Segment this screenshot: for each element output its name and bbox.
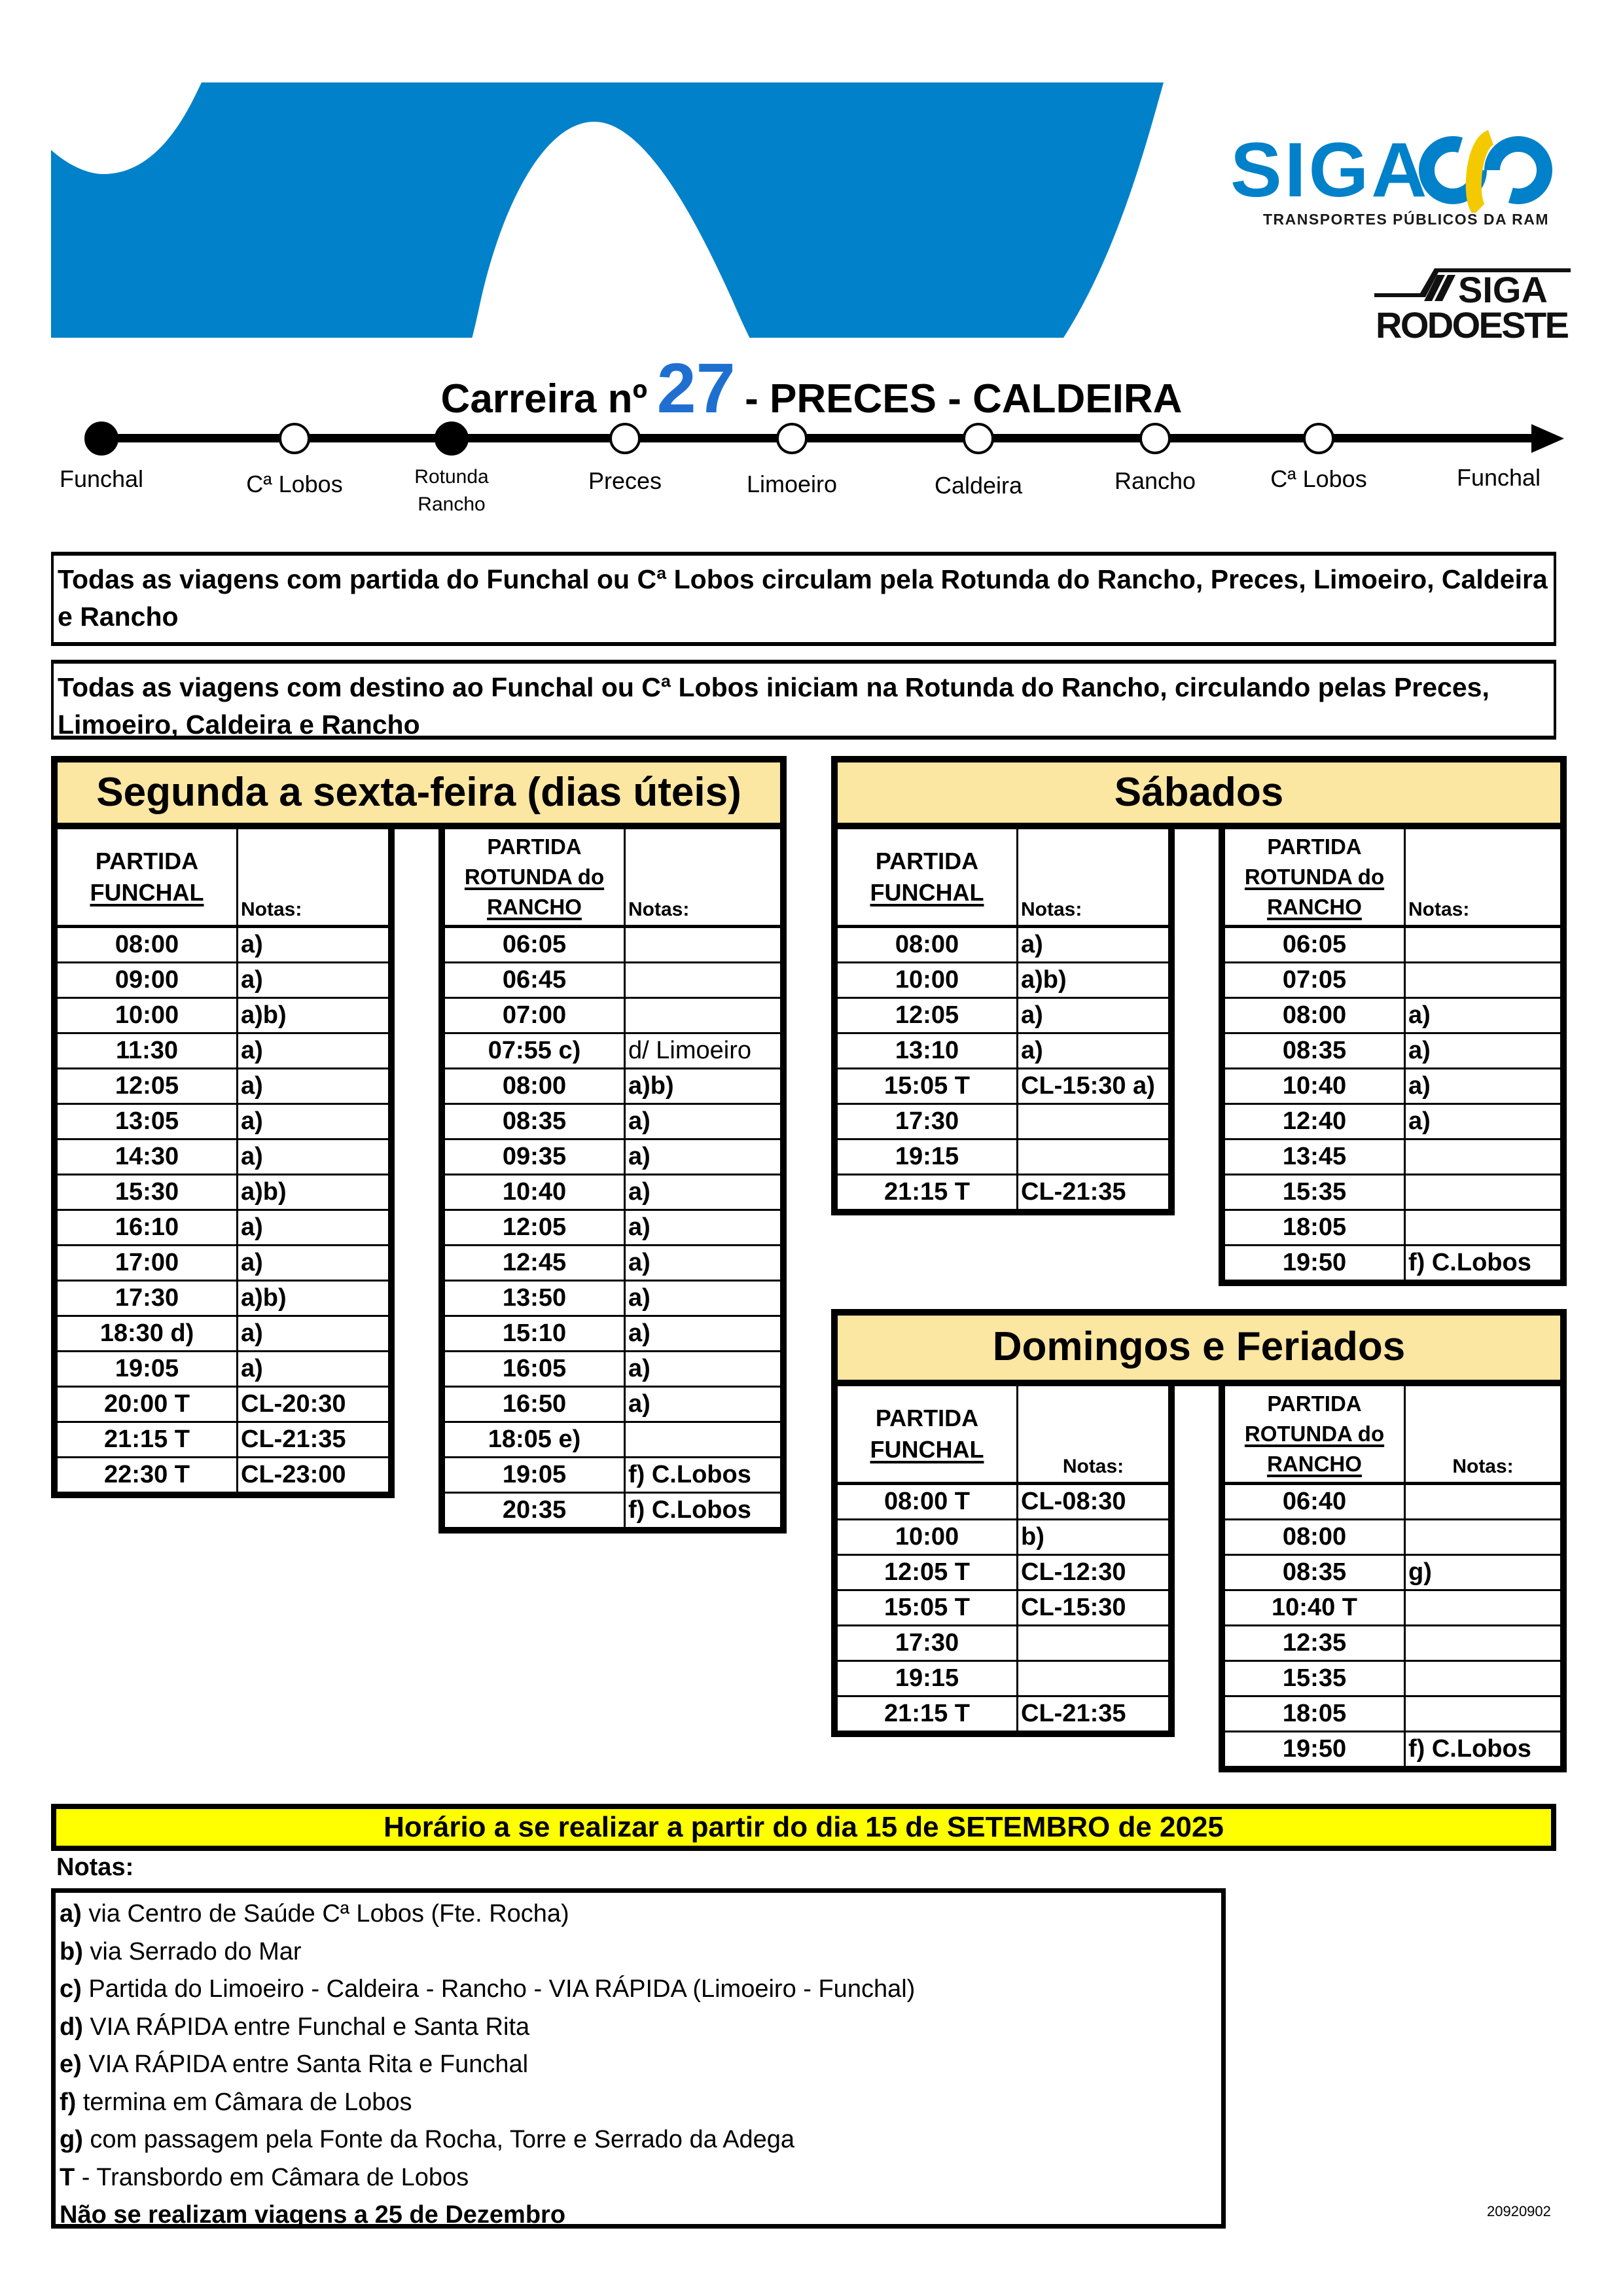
departure-note: a) [625, 1175, 781, 1210]
table-row [445, 1316, 780, 1352]
departure-note [1405, 963, 1561, 998]
departure-note [1018, 1104, 1169, 1139]
note-item [60, 1895, 1217, 1933]
departure-time: 09:35 [445, 1139, 625, 1175]
departure-time: 10:00 [838, 1520, 1018, 1555]
table-row [838, 1175, 1168, 1210]
table-row [838, 1069, 1168, 1104]
route-diagram [59, 412, 1571, 524]
departure-time: 12:05 [445, 1210, 625, 1246]
notes-box [51, 1888, 1226, 2229]
departure-note: a) [238, 1139, 389, 1175]
departure-time: 21:15 T [838, 1696, 1018, 1731]
document-code: 20920902 [1487, 2203, 1551, 2219]
departure-note: a) [1018, 998, 1169, 1033]
departure-time: 20:00 T [58, 1387, 238, 1422]
departure-note: f) C.Lobos [625, 1493, 781, 1528]
departure-time: 19:05 [58, 1352, 238, 1387]
departure-time: 08:00 T [838, 1484, 1018, 1520]
stop-marker-major [436, 423, 467, 454]
table-row [58, 963, 388, 998]
departure-note: CL-15:30 a) [1018, 1069, 1169, 1104]
departure-note: CL-08:30 [1018, 1484, 1169, 1520]
departure-time: 09:00 [58, 963, 238, 998]
table-row [445, 1175, 780, 1210]
table-row [58, 1175, 388, 1210]
table-row [1225, 963, 1560, 998]
departure-time: 13:10 [838, 1033, 1018, 1069]
departure-time: 22:30 T [58, 1458, 238, 1492]
departure-time: 10:40 [1225, 1069, 1405, 1104]
stop-marker-major [86, 423, 117, 454]
departure-note [1405, 1139, 1561, 1175]
departure-note: a) [1405, 998, 1561, 1033]
departure-note [625, 998, 781, 1033]
departure-note [1405, 927, 1561, 963]
table-row [445, 1281, 780, 1316]
table-row [445, 1387, 780, 1422]
departure-time: 15:35 [1225, 1175, 1405, 1210]
departure-note [1018, 1626, 1169, 1661]
departure-time: 12:40 [1225, 1104, 1405, 1139]
siga-logo [1230, 128, 1571, 213]
table-row [838, 998, 1168, 1033]
stop-label: Funchal [59, 465, 144, 492]
sundays-header: Domingos e Feriados [831, 1309, 1567, 1386]
departure-time: 16:10 [58, 1210, 238, 1246]
departure-time: 14:30 [58, 1139, 238, 1175]
departure-note: f) C.Lobos [625, 1458, 781, 1493]
departure-note: a) [1405, 1069, 1561, 1104]
info-inbound: Todas as viagens com destino ao Funchal ou Cª Lobos iniciam na Rotunda do Rancho, circulando pelas Preces, Limoeiro, Caldeira e Rancho [51, 660, 1556, 740]
departure-note [1405, 1626, 1561, 1661]
note-item [60, 2084, 1217, 2122]
note-key: a) [60, 1900, 82, 1928]
departure-time: 16:05 [445, 1352, 625, 1387]
table-row [445, 1210, 780, 1246]
stop-label: Caldeira [934, 472, 1023, 499]
departure-time: 18:05 e) [445, 1422, 625, 1458]
table-row [838, 1696, 1168, 1731]
table-row [445, 1069, 780, 1104]
departure-time: 15:05 T [838, 1069, 1018, 1104]
route-arrow-icon [1531, 424, 1564, 453]
departure-time: 08:00 [1225, 998, 1405, 1033]
route-title-prefix: Carreira nº [440, 376, 648, 422]
departure-note: a) [238, 1352, 389, 1387]
departure-time: 20:35 [445, 1493, 625, 1528]
departure-note: a)b) [1018, 963, 1169, 998]
departure-time: 19:15 [838, 1139, 1018, 1175]
departure-note [1405, 1661, 1561, 1696]
departure-note: a)b) [625, 1069, 781, 1104]
departure-note [1405, 1590, 1561, 1626]
departure-note: g) [1405, 1555, 1561, 1590]
column-header-from-funchal: PARTIDA FUNCHAL [838, 1386, 1018, 1484]
note-key: b) [60, 1937, 83, 1965]
weekdays-from-rancho-table [438, 823, 787, 1534]
stop-marker [964, 424, 993, 453]
departure-note: CL-21:35 [1018, 1696, 1169, 1731]
departure-note: a) [1018, 927, 1169, 963]
departure-note: a) [1018, 1033, 1169, 1069]
table-row [1225, 1520, 1560, 1555]
departure-note: a) [625, 1281, 781, 1316]
table-row [1225, 1104, 1560, 1139]
table-row [1225, 998, 1560, 1033]
table-row [58, 1387, 388, 1422]
table-row [1225, 1732, 1560, 1767]
departure-note: CL-21:35 [1018, 1175, 1169, 1210]
svg-text:RODOESTE: RODOESTE [1376, 304, 1569, 340]
departure-note: CL-20:30 [238, 1387, 389, 1422]
departure-note: a) [238, 1246, 389, 1281]
table-row [445, 1422, 780, 1458]
departure-time: 18:05 [1225, 1696, 1405, 1732]
departure-time: 18:05 [1225, 1210, 1405, 1246]
departure-note: a) [625, 1387, 781, 1422]
note-key: g) [60, 2126, 83, 2153]
departure-time: 17:00 [58, 1246, 238, 1281]
departure-note: a) [238, 963, 389, 998]
departure-time: 08:00 [838, 927, 1018, 963]
departure-note: CL-23:00 [238, 1458, 389, 1492]
departure-note: a)b) [238, 1175, 389, 1210]
departure-note: b) [1018, 1520, 1169, 1555]
header-wave-graphic [51, 82, 1164, 338]
departure-time: 16:50 [445, 1387, 625, 1422]
siga-ring-right [1492, 144, 1544, 196]
departure-note [1405, 1696, 1561, 1732]
departure-note [1405, 1484, 1561, 1520]
departure-time: 07:05 [1225, 963, 1405, 998]
note-text: termina em Câmara de Lobos [76, 2088, 412, 2116]
note-text: - Transbordo em Câmara de Lobos [75, 2163, 469, 2191]
departure-note: f) C.Lobos [1405, 1732, 1561, 1767]
table-row [445, 1139, 780, 1175]
siga-rodoeste-logo [1374, 268, 1571, 340]
table-row [838, 1033, 1168, 1069]
column-header-from-funchal: PARTIDA FUNCHAL [838, 829, 1018, 927]
departure-time: 06:40 [1225, 1484, 1405, 1520]
departure-time: 17:30 [838, 1104, 1018, 1139]
stop-label: Cª Lobos [1270, 465, 1367, 492]
stop-label: Funchal [1456, 464, 1541, 491]
table-row [445, 963, 780, 998]
departure-time: 08:00 [58, 927, 238, 963]
table-row [1225, 1033, 1560, 1069]
departure-note [625, 963, 781, 998]
departure-time: 12:05 [838, 998, 1018, 1033]
departure-note: CL-12:30 [1018, 1555, 1169, 1590]
departure-time: 08:00 [1225, 1520, 1405, 1555]
sundays-from-funchal-table [831, 1380, 1175, 1737]
effective-date-banner: Horário a se realizar a partir do dia 15 de SETEMBRO de 2025 [51, 1804, 1556, 1851]
departure-note: a) [238, 1069, 389, 1104]
table-row [1225, 1590, 1560, 1626]
note-key: Não se realizam viagens a 25 de Dezembro [60, 2201, 566, 2229]
departure-time: 15:30 [58, 1175, 238, 1210]
note-text: via Centro de Saúde Cª Lobos (Fte. Rocha) [81, 1900, 569, 1928]
departure-note: a)b) [238, 998, 389, 1033]
table-row [1225, 1661, 1560, 1696]
departure-time: 15:05 T [838, 1590, 1018, 1626]
table-row [838, 963, 1168, 998]
note-item [60, 2197, 1217, 2234]
departure-note: a) [238, 1104, 389, 1139]
note-text: VIA RÁPIDA entre Santa Rita e Funchal [81, 2051, 529, 2078]
stop-marker [1141, 424, 1169, 453]
table-row [1225, 1484, 1560, 1520]
table-row [58, 1104, 388, 1139]
departure-time: 19:05 [445, 1458, 625, 1493]
departure-time: 08:35 [1225, 1555, 1405, 1590]
table-row [1225, 1696, 1560, 1732]
departure-time: 07:55 c) [445, 1033, 625, 1069]
table-row [838, 1661, 1168, 1696]
stop-label: Cª Lobos [246, 471, 343, 497]
departure-time: 19:50 [1225, 1246, 1405, 1280]
table-row [1225, 1626, 1560, 1661]
table-row [838, 1626, 1168, 1661]
table-row [58, 1246, 388, 1281]
column-header-notes: Notas: [1018, 1386, 1169, 1484]
table-row [445, 1493, 780, 1528]
departure-time: 13:45 [1225, 1139, 1405, 1175]
table-row [445, 927, 780, 963]
column-header-from-rancho: PARTIDA ROTUNDA do RANCHO [1225, 1386, 1405, 1484]
table-row [838, 1590, 1168, 1626]
table-row [838, 1104, 1168, 1139]
departure-time: 19:50 [1225, 1732, 1405, 1767]
stop-marker [611, 424, 639, 453]
departure-time: 06:05 [445, 927, 625, 963]
departure-note: a) [1405, 1033, 1561, 1069]
table-row [1225, 1555, 1560, 1590]
note-key: c) [60, 1975, 82, 2003]
route-title-suffix: - PRECES - CALDEIRA [745, 376, 1183, 422]
table-row [445, 1352, 780, 1387]
departure-time: 13:05 [58, 1104, 238, 1139]
departure-time: 12:05 [58, 1069, 238, 1104]
stop-marker [280, 424, 309, 453]
siga-tagline: TRANSPORTES PÚBLICOS DA RAM [1263, 211, 1550, 228]
note-item [60, 1933, 1217, 1971]
note-item [60, 1971, 1217, 2009]
stop-marker [1304, 424, 1333, 453]
departure-time: 08:35 [1225, 1033, 1405, 1069]
table-row [445, 998, 780, 1033]
departure-time: 13:50 [445, 1281, 625, 1316]
departure-time: 07:00 [445, 998, 625, 1033]
departure-note: a) [625, 1104, 781, 1139]
table-row [58, 927, 388, 963]
departure-time: 18:30 d) [58, 1316, 238, 1352]
departure-note [1405, 1175, 1561, 1210]
table-row [838, 927, 1168, 963]
table-row [1225, 927, 1560, 963]
column-header-notes: Notas: [1018, 829, 1169, 927]
note-item [60, 2046, 1217, 2084]
departure-time: 12:45 [445, 1246, 625, 1281]
departure-note: a) [238, 1210, 389, 1246]
table-row [445, 1033, 780, 1069]
saturdays-from-funchal-table [831, 823, 1175, 1215]
table-row [1225, 1069, 1560, 1104]
departure-time: 12:05 T [838, 1555, 1018, 1590]
table-row [445, 1458, 780, 1493]
note-text: com passagem pela Fonte da Rocha, Torre e Serrado da Adega [82, 2126, 795, 2153]
weekdays-from-funchal-table [51, 823, 395, 1498]
departure-time: 17:30 [58, 1281, 238, 1316]
departure-note [1405, 1210, 1561, 1246]
departure-note: a) [238, 927, 389, 963]
table-row [838, 1484, 1168, 1520]
table-row [58, 998, 388, 1033]
departure-time: 15:10 [445, 1316, 625, 1352]
table-row [58, 1316, 388, 1352]
note-text: VIA RÁPIDA entre Funchal e Santa Rita [82, 2013, 530, 2041]
note-item [60, 2159, 1217, 2197]
table-row [58, 1352, 388, 1387]
note-item [60, 2121, 1217, 2159]
note-item [60, 2009, 1217, 2047]
note-key: d) [60, 2013, 83, 2041]
departure-time: 10:00 [58, 998, 238, 1033]
route-number: 27 [656, 348, 736, 427]
route-line [65, 412, 1571, 465]
departure-note: f) C.Lobos [1405, 1246, 1561, 1280]
column-header-notes: Notas: [625, 829, 781, 927]
departure-note [1405, 1520, 1561, 1555]
table-row [1225, 1175, 1560, 1210]
departure-time: 15:35 [1225, 1661, 1405, 1696]
departure-note: a) [625, 1246, 781, 1281]
departure-time: 10:40 [445, 1175, 625, 1210]
departure-time: 08:00 [445, 1069, 625, 1104]
departure-time: 19:15 [838, 1661, 1018, 1696]
column-header-from-rancho: PARTIDA ROTUNDA do RANCHO [445, 829, 625, 927]
table-row [1225, 1246, 1560, 1280]
stop-label: Preces [588, 467, 662, 494]
departure-time: 10:00 [838, 963, 1018, 998]
info-outbound: Todas as viagens com partida do Funchal ou Cª Lobos circulam pela Rotunda do Rancho, Preces, Limoeiro, Caldeira e Rancho [51, 552, 1556, 646]
table-row [1225, 1210, 1560, 1246]
svg-text:SIGA: SIGA [1230, 128, 1430, 213]
column-header-notes: Notas: [1405, 1386, 1561, 1484]
column-header-from-rancho: PARTIDA ROTUNDA do RANCHO [1225, 829, 1405, 927]
stop-marker [777, 424, 806, 453]
departure-note: a) [625, 1352, 781, 1387]
departure-note: a) [625, 1316, 781, 1352]
stop-label: Rancho [1114, 467, 1196, 494]
stop-label: Rotunda Rancho [414, 466, 489, 515]
departure-time: 10:40 T [1225, 1590, 1405, 1626]
departure-note [625, 927, 781, 963]
column-header-notes: Notas: [1405, 829, 1561, 927]
departure-note: CL-21:35 [238, 1422, 389, 1458]
departure-note [625, 1422, 781, 1458]
note-text: via Serrado do Mar [82, 1937, 302, 1965]
table-row [58, 1139, 388, 1175]
saturdays-from-rancho-table [1219, 823, 1567, 1286]
table-row [445, 1104, 780, 1139]
sundays-from-rancho-table [1219, 1380, 1567, 1772]
table-row [838, 1555, 1168, 1590]
departure-time: 21:15 T [838, 1175, 1018, 1210]
departure-time: 06:05 [1225, 927, 1405, 963]
notes-label: Notas: [56, 1854, 134, 1881]
table-row [58, 1281, 388, 1316]
departure-note: a)b) [238, 1281, 389, 1316]
table-row [58, 1458, 388, 1492]
note-key: f) [60, 2088, 77, 2116]
table-row [1225, 1139, 1560, 1175]
table-row [58, 1069, 388, 1104]
departure-note: a) [1405, 1104, 1561, 1139]
table-row [58, 1210, 388, 1246]
table-row [58, 1422, 388, 1458]
departure-note: CL-15:30 [1018, 1590, 1169, 1626]
table-row [58, 1033, 388, 1069]
departure-note: d/ Limoeiro [625, 1033, 781, 1069]
table-row [445, 1246, 780, 1281]
saturdays-header: Sábados [831, 756, 1567, 829]
departure-time: 06:45 [445, 963, 625, 998]
column-header-notes: Notas: [238, 829, 389, 927]
table-row [838, 1520, 1168, 1555]
departure-note: a) [238, 1316, 389, 1352]
departure-time: 08:35 [445, 1104, 625, 1139]
table-row [838, 1139, 1168, 1175]
weekdays-header: Segunda a sexta-feira (dias úteis) [51, 756, 787, 829]
stop-label: Limoeiro [746, 471, 838, 497]
departure-time: 17:30 [838, 1626, 1018, 1661]
note-key: e) [60, 2051, 82, 2078]
departure-note [1018, 1139, 1169, 1175]
departure-note: a) [238, 1033, 389, 1069]
column-header-from-funchal: PARTIDA FUNCHAL [58, 829, 238, 927]
departure-time: 11:30 [58, 1033, 238, 1069]
svg-text:SIGA: SIGA [1458, 269, 1548, 310]
note-text: Partida do Limoeiro - Caldeira - Rancho - VIA RÁPIDA (Limoeiro - Funchal) [81, 1975, 916, 2003]
departure-note: a) [625, 1210, 781, 1246]
departure-time: 21:15 T [58, 1422, 238, 1458]
departure-note [1018, 1661, 1169, 1696]
departure-time: 12:35 [1225, 1626, 1405, 1661]
note-key: T [60, 2163, 75, 2191]
departure-note: a) [625, 1139, 781, 1175]
